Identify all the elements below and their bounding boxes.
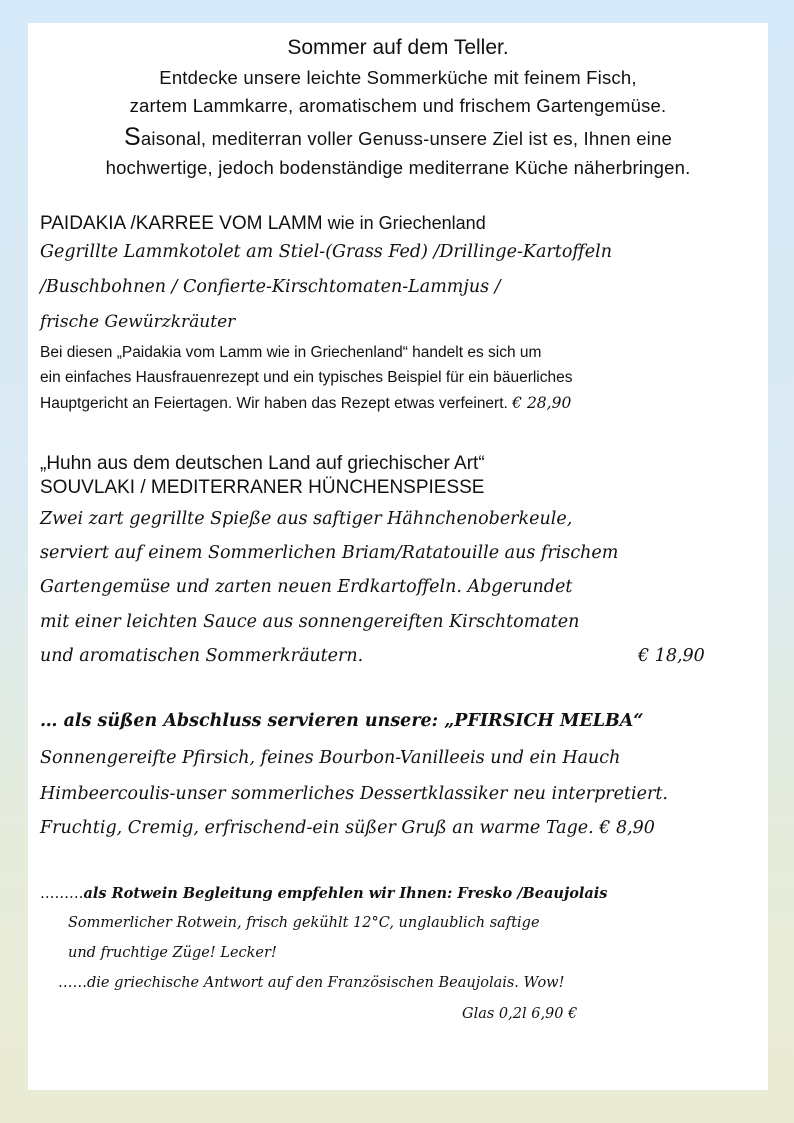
wine-desc-1: Sommerlicher Rotwein, frisch gekühlt 12°C, unglaublich saftige <box>68 915 540 931</box>
dish2-desc-3: Gartengemüse und zarten neuen Erdkartoffeln. Abgerundet <box>40 577 573 597</box>
dish1-title <box>40 213 486 235</box>
dish1-title-main: PAIDAKIA /KARREE VOM LAMM <box>40 213 323 234</box>
dish1-note-3-text: Hauptgericht an Feiertagen. Wir haben das Rezept etwas verfeinert. <box>40 395 508 412</box>
intro-line-2: zartem Lammkarre, aromatischem und frischem Gartengemüse. <box>129 95 667 116</box>
dish2-desc-4: mit einer leichten Sauce aus sonnengereiften Kirschtomaten <box>40 612 580 632</box>
intro-line-3 <box>28 123 768 152</box>
dessert-desc-2: Himbeercoulis-unser sommerliches Dessertklassiker neu interpretiert. <box>40 784 668 804</box>
wine-title-dots: ……… <box>40 886 84 902</box>
intro-line-3-text: aisonal, mediterran voller Genuss-unsere Ziel ist es, Ihnen eine <box>140 128 672 149</box>
wine-title <box>40 885 607 902</box>
wine-price: Glas 0,2l 6,90 € <box>462 1006 578 1022</box>
dish1-note-2: ein einfaches Hausfrauenrezept und ein typisches Beispiel für ein bäuerliches <box>40 369 573 386</box>
dish1-desc-2: /Buschbohnen / Confierte-Kirschtomaten-Lammjus / <box>40 277 501 297</box>
dish1-title-suffix: wie in Griechenland <box>322 213 486 233</box>
dish1-desc-1: Gegrillte Lammkotolet am Stiel-(Grass Fed) /Drillinge-Kartoffeln <box>40 242 612 262</box>
wine-title-text: als Rotwein Begleitung empfehlen wir Ihnen: Fresko /Beaujolais <box>83 885 608 902</box>
wine-desc-2: und fruchtige Züge! Lecker! <box>68 945 277 961</box>
dish2-title-2: SOUVLAKI / MEDITERRANER HÜNCHENSPIESSE <box>40 477 485 498</box>
dish2-title-1: „Huhn aus dem deutschen Land auf griechischer Art“ <box>40 453 485 474</box>
intro-initial: S <box>124 123 141 151</box>
intro-line-1: Entdecke unsere leichte Sommerküche mit feinem Fisch, <box>159 67 637 88</box>
page-title: Sommer auf dem Teller. <box>287 36 509 59</box>
dessert-title: … als süßen Abschluss servieren unsere: „PFIRSICH MELBA“ <box>40 711 644 731</box>
dessert-desc-3-text: Fruchtig, Cremig, erfrischend-ein süßer Gruß an warme Tage. <box>40 818 594 838</box>
dish2-desc-5: und aromatischen Sommerkräutern. <box>40 646 364 666</box>
dessert-desc-1: Sonnengereifte Pfirsich, feines Bourbon-Vanilleeis und ein Hauch <box>40 748 621 768</box>
dish2-desc-1: Zwei zart gegrillte Spieße aus saftiger Hähnchenoberkeule, <box>40 509 573 529</box>
dessert-desc-3 <box>40 818 655 838</box>
dish1-desc-3: frische Gewürzkräuter <box>40 312 236 332</box>
intro-line-4: hochwertige, jedoch bodenständige mediterrane Küche näherbringen. <box>105 157 691 178</box>
dish1-note-1: Bei diesen „Paidakia vom Lamm wie in Griechenland“ handelt es sich um <box>40 344 542 361</box>
dish2-desc-2: serviert auf einem Sommerlichen Briam/Ratatouille aus frischem <box>40 543 619 563</box>
dish1-price: € 28,90 <box>512 394 572 412</box>
dish2-price: € 18,90 <box>638 646 705 666</box>
dessert-price: € 8,90 <box>599 818 655 838</box>
wine-desc-3: ……die griechische Antwort auf den Französischen Beaujolais. Wow! <box>58 975 565 991</box>
dish1-note-3 <box>40 394 571 413</box>
menu-page <box>28 23 768 1090</box>
